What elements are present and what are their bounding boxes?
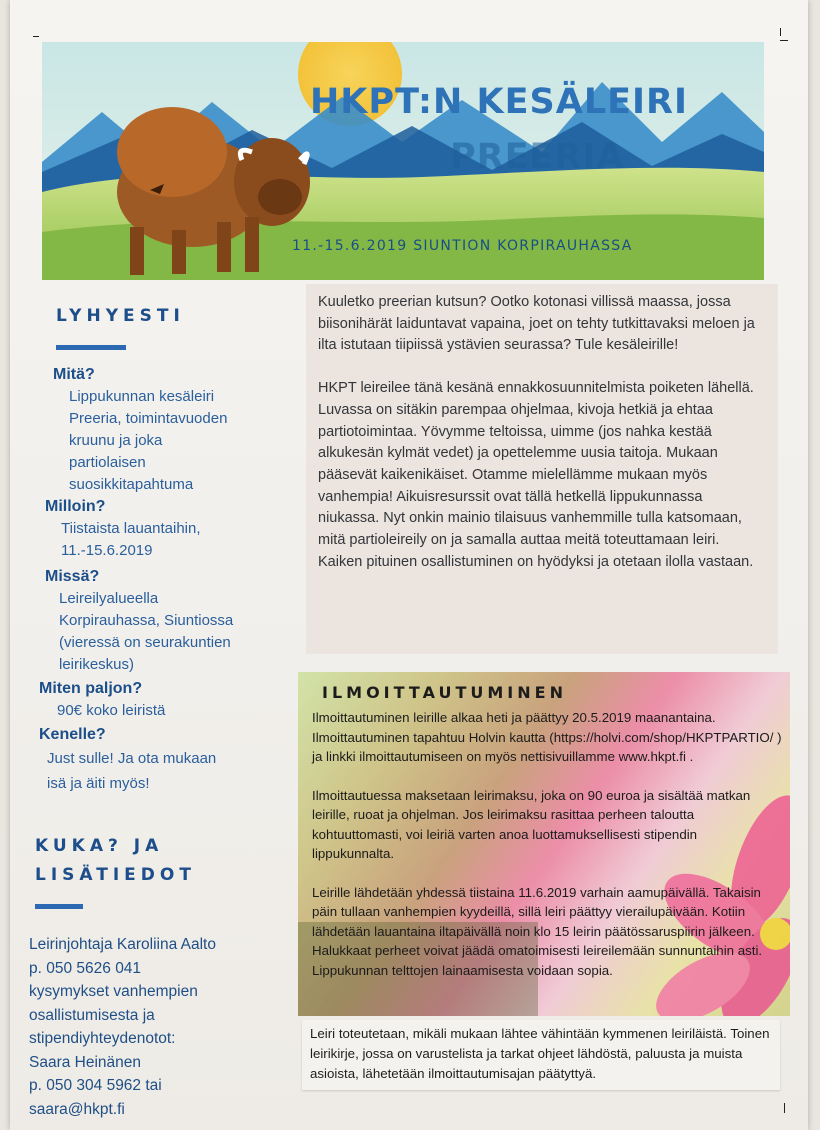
summary-section [25,302,300,350]
registration-heading: ILMOITTAUTUMINEN [322,683,567,702]
contact-line: osallistumisesta ja [29,1006,155,1024]
banner-title-line2: PREERIA [450,137,625,177]
registration-content [312,678,782,999]
heading-divider [35,904,83,909]
summary-column [25,290,300,1121]
crop-mark [780,28,781,36]
registration-paragraph-2: Ilmoittautuessa maksetaan leirimaksu, joka on 90 euroa ja sisältää matkan leirille, ruoat ja ohjelman. Jos leirimaksu rasittaa perheen taloutta kohtuuttomasti, voi leiriä varten anoa luottamuksellisesti stipendin lippukunnalta. [312,787,751,861]
intro-panel [306,284,778,654]
answer-line: Leireilyalueella [59,590,159,607]
question-where: Missä? [45,568,100,585]
summary-list [25,364,300,796]
summary-heading: LYHYESTI [56,306,185,326]
intro-paragraph-2: HKPT leireilee tänä kesänä ennakkosuunnitelmista poiketen lähellä. Luvassa on sitäkin parempaa ohjelmaa, kivoja hetkiä ja ehtaa partiotoimintaa. Yövymme teltoissa, uimme (jos nahka kestää alkukesän kylmät vedet) ja opettelemme uusia taitoja. Mukaan pääsevät kaikenikäiset. Otamme mielellämme mukaan myös vanhempia! Aikuisresurssit ovat tällä hetkellä lippukunnassa niukassa. Nyt onkin mainio tilaisuus vanhemmille tulla katsomaan, mitä partioleireily on ja samalla auttaa meitä toteuttamaan leiri. Kaiken pituinen osallistuminen on hyödyksi ja otetaan ilolla vastaan. [318,380,754,570]
list-item [25,724,300,796]
banner-title-line1: HKPT:N KESÄLEIRI [310,82,689,122]
list-item [25,364,300,496]
answer-how-much [39,700,300,722]
answer-line: Preeria, toimintavuoden [69,410,228,427]
registration-paragraph-1: Ilmoittautuminen leirille alkaa heti ja päättyy 20.5.2019 maanantaina. Ilmoittautuminen tapahtuu Holvin kautta (https://holvi.com/shop/HKPTPARTIO/ ) ja linkki ilmoittautumiseen on myös nettisivuillamme www.hkpt.fi . [312,710,782,764]
answer-line: (vieressä on seurakuntien [59,634,231,651]
answer-line: Tiistaista lauantaihin, [61,520,201,537]
registration-panel [298,672,790,1016]
contact-phone: p. 050 304 5962 tai [29,1077,162,1094]
heading-divider [56,345,126,350]
answer-line: Lippukunnan kesäleiri [69,388,215,405]
contacts-section [25,832,300,909]
contact-line: Leirinjohtaja Karoliina Aalto [29,936,216,953]
list-item [25,496,300,562]
answer-when [45,518,300,562]
crop-mark [780,40,788,41]
answer-line: Korpirauhassa, Siuntiossa [59,612,234,629]
answer-where [45,588,300,676]
answer-line: leirikeskus) [59,656,135,673]
answer-for-whom [39,746,300,796]
contacts-list [25,933,300,1121]
contacts-heading-line2: LISÄTIEDOT [35,865,196,885]
contact-line: Saara Heinänen [29,1053,142,1071]
answer-line: partiolaisen [69,454,146,471]
intro-paragraph-1: Kuuletko preerian kutsun? Ootko kotonasi villissä maassa, jossa biisonihärät laiduntavat vapaina, joet on tehty tutkittavaksi meloen ja ilta istutaan tiipiissä ystävien seurassa? Tule kesäleirille! [318,294,755,354]
answer-line: suosikkitapahtuma [69,476,194,493]
registration-paragraph-3: Leirille lähdetään yhdessä tiistaina 11.6.2019 varhain aamupäivällä. Takaisin päin tullaan vanhempien kyydeillä, sillä leiri päättyy vierailupäivään. Kotiin lähdetään lauantaina iltapäivällä noin klo 15 leirin päätössaruspiirin jälkeen. Halukkaat perheet voivat jäädä omatoimisesti leireilemään sunnuntaihin asti. Lippukunnan telttojen lainaamisesta voidaan sopia. [312,884,763,978]
question-when: Milloin? [45,498,106,515]
contacts-heading-line1: KUKA? JA [35,836,164,856]
contact-phone: p. 050 5626 041 [29,959,142,977]
header-banner [42,42,764,280]
answer-line: kruunu ja joka [69,432,163,449]
contact-line: stipendiyhteydenotot: [29,1030,176,1047]
answer-line: isä ja äiti myös! [47,775,150,792]
crop-mark [784,1103,785,1113]
crop-mark [33,36,39,37]
contact-email[interactable]: saara@hkpt.fi [29,1100,125,1118]
question-for-whom: Kenelle? [39,726,106,743]
banner-dates: 11.-15.6.2019 SIUNTION KORPIRAUHASSA [292,238,633,254]
answer-what [53,386,300,496]
question-what: Mitä? [53,366,95,383]
answer-line: 90€ koko leiristä [57,702,166,719]
list-item [25,566,300,676]
question-how-much: Miten paljon? [39,680,143,697]
footer-note: Leiri toteutetaan, mikäli mukaan lähtee vähintään kymmenen leiriläistä. Toinen leirikirje, jossa on varustelista ja tarkat ohjeet lähdöstä, paluusta ja muista asioista, lähetetään ilmoittautumisajan päätyttyä. [302,1020,780,1090]
contact-line: kysymykset vanhempien [29,983,198,1000]
answer-line: 11.-15.6.2019 [61,542,153,559]
answer-line: Just sulle! Ja ota mukaan [47,750,217,767]
list-item [25,678,300,722]
